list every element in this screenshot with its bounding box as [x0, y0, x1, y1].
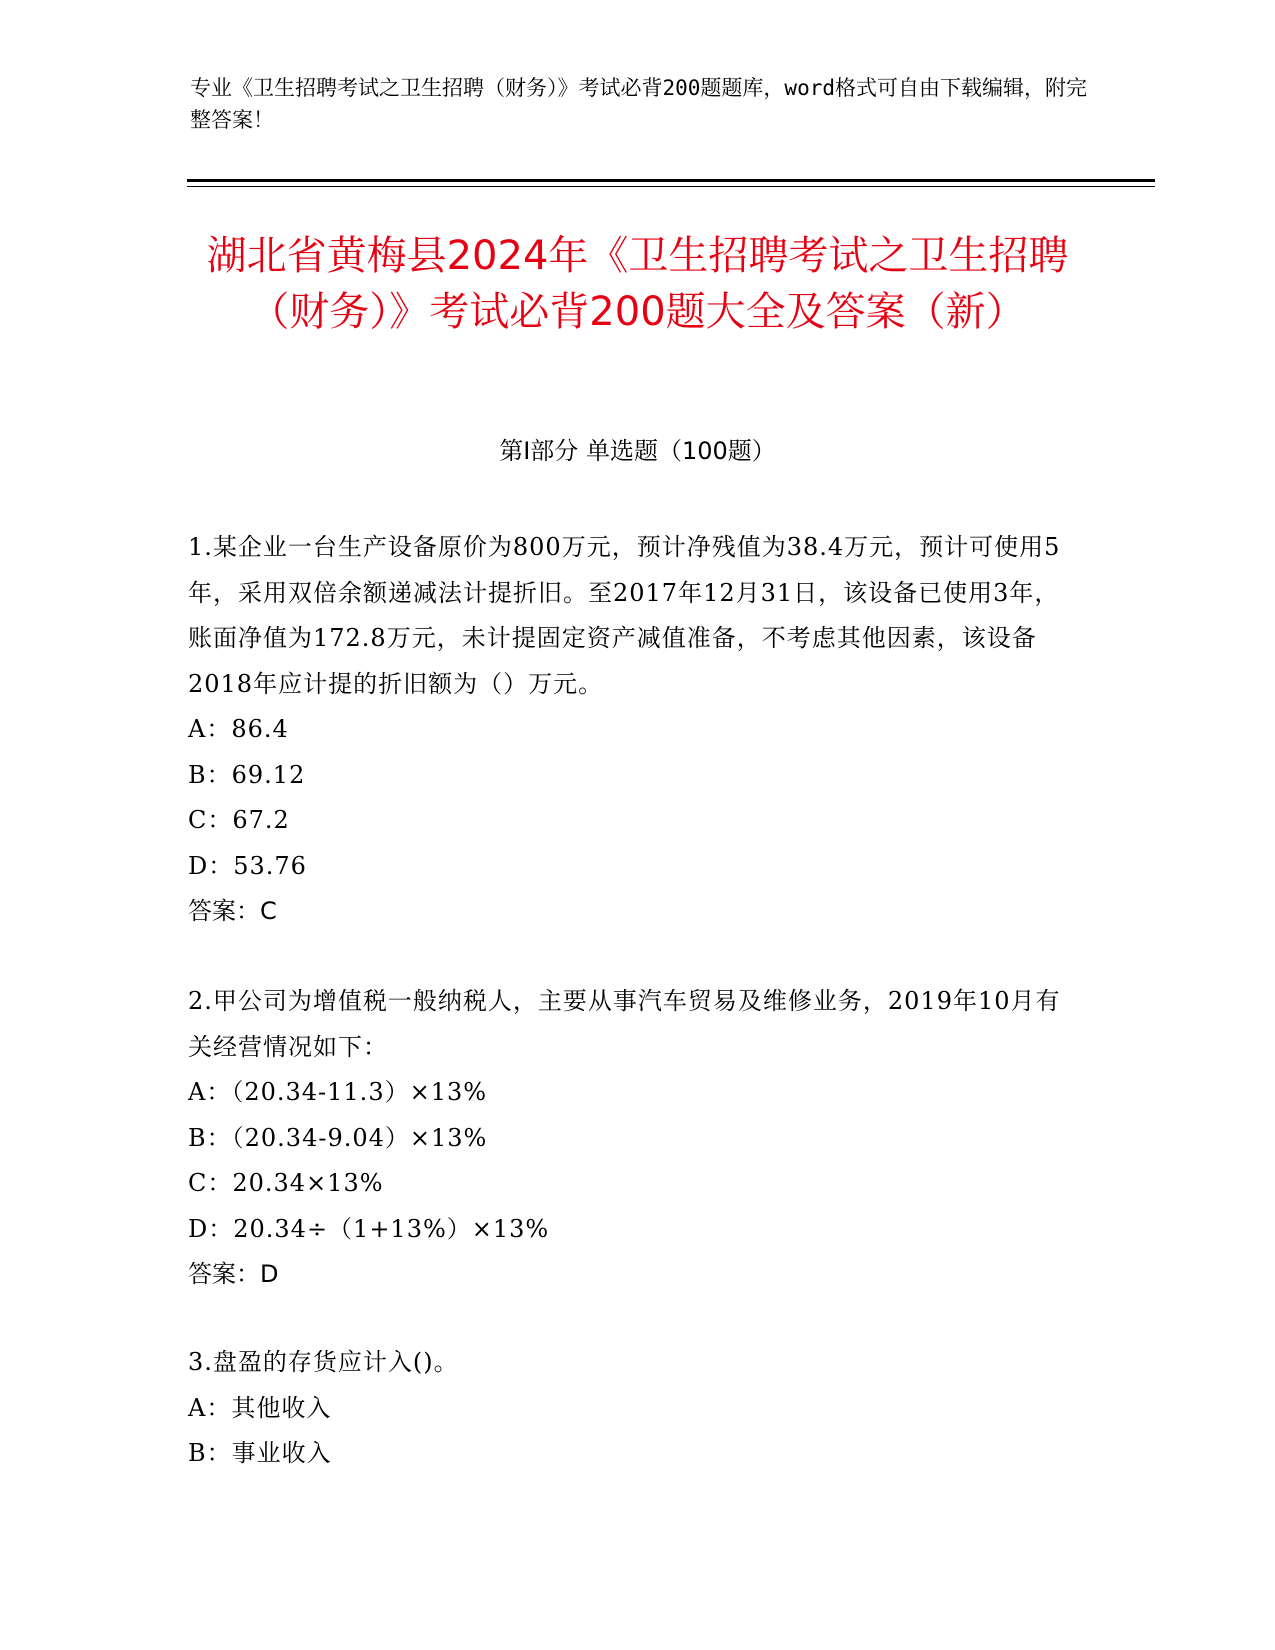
- question-2: [188, 979, 1068, 1298]
- question-3: [188, 1340, 1068, 1477]
- header-divider-thick: [187, 179, 1155, 182]
- option-a: A：86.4: [188, 715, 289, 743]
- section-heading: 第Ⅰ部分 单选题（100题）: [499, 437, 776, 465]
- document-title: 湖北省黄梅县2024年《卫生招聘考试之卫生招聘（财务）》考试必背200题大全及答案（新）: [206, 233, 1069, 335]
- answer-line: 答案：D: [188, 1260, 279, 1288]
- question-stem: 1.某企业一台生产设备原价为800万元，预计净残值为38.4万元，预计可使用5年，采用双倍余额递减法计提折旧。至2017年12月31日，该设备已使用3年，账面净值为172.8万元，未计提固定资产减值准备，不考虑其他因素，该设备2018年应计提的折旧额为（）万元。: [188, 533, 1061, 698]
- answer-line: 答案：C: [188, 897, 277, 925]
- option-a: A：（20.34-11.3）×13%: [188, 1078, 488, 1106]
- option-c: C：67.2: [188, 806, 290, 834]
- question-1: [188, 525, 1068, 935]
- option-a: A：其他收入: [188, 1393, 332, 1422]
- header-note: 专业《卫生招聘考试之卫生招聘（财务）》考试必背200题题库，word格式可自由下载编辑，附完整答案！: [190, 76, 1087, 132]
- option-b: B：（20.34-9.04）×13%: [188, 1123, 488, 1152]
- question-stem: 3.盘盈的存货应计入()。: [188, 1348, 459, 1376]
- option-c: C：20.34×13%: [188, 1169, 384, 1197]
- option-b: B：69.12: [188, 760, 306, 789]
- option-d: D：53.76: [188, 851, 307, 880]
- question-stem: 2.甲公司为增值税一般纳税人，主要从事汽车贸易及维修业务，2019年10月有关经营情况如下：: [188, 987, 1061, 1061]
- option-d: D：20.34÷（1+13%）×13%: [188, 1214, 550, 1243]
- header-divider-thin: [187, 186, 1155, 187]
- option-b: B：事业收入: [188, 1439, 332, 1467]
